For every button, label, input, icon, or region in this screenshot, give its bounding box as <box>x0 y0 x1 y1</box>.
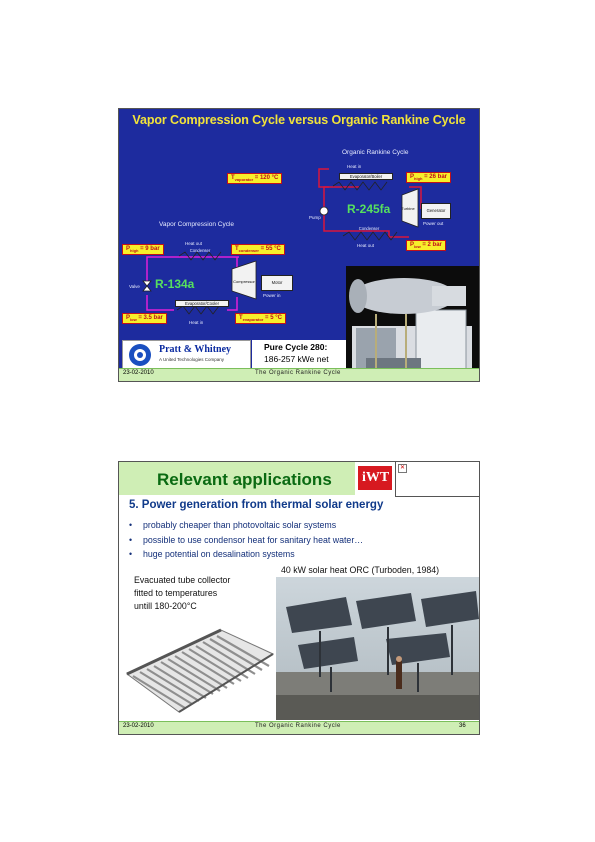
bullet-item: • probably cheaper than photovoltaic solar systems <box>129 520 337 530</box>
p-evaporator-vcc-badge: $P_{low} = 3.5$ bar <box>122 313 167 324</box>
pratt-whitney-emblem-icon <box>127 343 153 367</box>
section-heading: 5. Power generation from thermal solar energy <box>129 499 384 511</box>
slide-orc-vs-vcc <box>118 108 480 382</box>
fluid-r134a: R-134a <box>155 277 195 291</box>
pure-cycle-output: 186-257 kWe net <box>264 354 329 364</box>
orc-heat-in-label: Heat in <box>347 164 362 169</box>
orc-diagram-label: Organic Rankine Cycle <box>342 149 409 156</box>
pratt-whitney-subtitle: A United Technologies Company <box>159 357 224 362</box>
bullet-dot-icon: • <box>129 549 133 559</box>
slide-title: Relevant applications <box>157 470 332 489</box>
t-condenser-badge: $T_{condenser} = 55$ °C <box>231 244 285 255</box>
footer-course: The Organic Rankine Cycle <box>255 723 341 729</box>
vcc-power-in-label: Power in <box>263 293 281 298</box>
p-low-orc-badge: $P_{low} = 2$ bar <box>406 240 446 251</box>
bullet-dot-icon: • <box>129 535 133 545</box>
orc-condenser-label: Condenser <box>358 226 380 231</box>
pure-cycle-unit-photo <box>346 266 479 381</box>
page-number: 36 <box>459 723 466 729</box>
turbine-label: Turbine <box>401 206 415 211</box>
collector-caption: Evacuated tube collector fitted to temperatures untill 180-200°C <box>134 575 231 611</box>
generator-box: Generator <box>421 203 451 219</box>
t-vaporator-badge: $T_{vaporator} = 120$ °C <box>227 173 282 184</box>
orc-heat-out-label: Heat out <box>357 243 375 248</box>
motor-box: Motor <box>261 275 293 291</box>
vcc-heat-in-label: Heat in <box>189 320 204 325</box>
p-condenser-vcc-badge: $P_{high} = 9$ bar <box>122 244 164 255</box>
orc-power-out-label: Power out <box>423 221 444 226</box>
evacuated-tube-collector-image <box>125 624 275 720</box>
pump-label: Pump <box>309 215 321 220</box>
vcc-diagram-label: Vapor Compression Cycle <box>159 221 235 228</box>
orc-photo-caption: 40 kW solar heat ORC (Turboden, 1984) <box>281 565 440 575</box>
iwt-logo <box>358 466 392 490</box>
footer-date: 23-02-2010 <box>123 723 154 729</box>
vcc-condenser-label: Condenser <box>189 248 211 253</box>
bullet-item: • possible to use condensor heat for sanitary heat water… <box>129 535 364 545</box>
slide-relevant-applications <box>118 461 480 735</box>
solar-orc-field-photo <box>276 577 479 720</box>
footer-course: The Organic Rankine Cycle <box>255 370 341 376</box>
fluid-r245fa: R-245fa <box>347 202 391 216</box>
slide-footer <box>119 721 479 734</box>
missing-image-box <box>395 462 480 497</box>
iwt-logo-text: iWT <box>362 470 390 485</box>
pratt-whitney-logo <box>122 340 251 370</box>
valve-label: Valve <box>129 284 140 289</box>
footer-date: 23-02-2010 <box>123 370 154 376</box>
compressor-label: Compressor <box>233 279 255 284</box>
broken-image-icon: ✕ <box>399 465 406 471</box>
slide-title: Vapor Compression Cycle versus Organic Rankine Cycle <box>132 113 466 127</box>
t-evaporator-vcc-badge: $T_{evaporator} = 5$ °C <box>235 313 286 324</box>
pure-cycle-title: Pure Cycle 280: <box>264 342 328 352</box>
evaporator-cooler-box: Evaporator/Cooler <box>175 300 229 307</box>
vcc-heat-out-label: Heat out <box>185 241 203 246</box>
evaporator-box: Evaporator/Boiler <box>339 173 393 180</box>
bullet-dot-icon: • <box>129 520 133 530</box>
bullet-item: • huge potential on desalination systems <box>129 549 295 559</box>
title-banner <box>119 462 355 495</box>
slide-footer <box>119 368 479 381</box>
p-high-badge: $P_{high} = 26$ bar <box>406 172 451 183</box>
pure-cycle-caption <box>252 340 346 368</box>
pratt-whitney-name: Pratt & Whitney <box>159 344 232 355</box>
